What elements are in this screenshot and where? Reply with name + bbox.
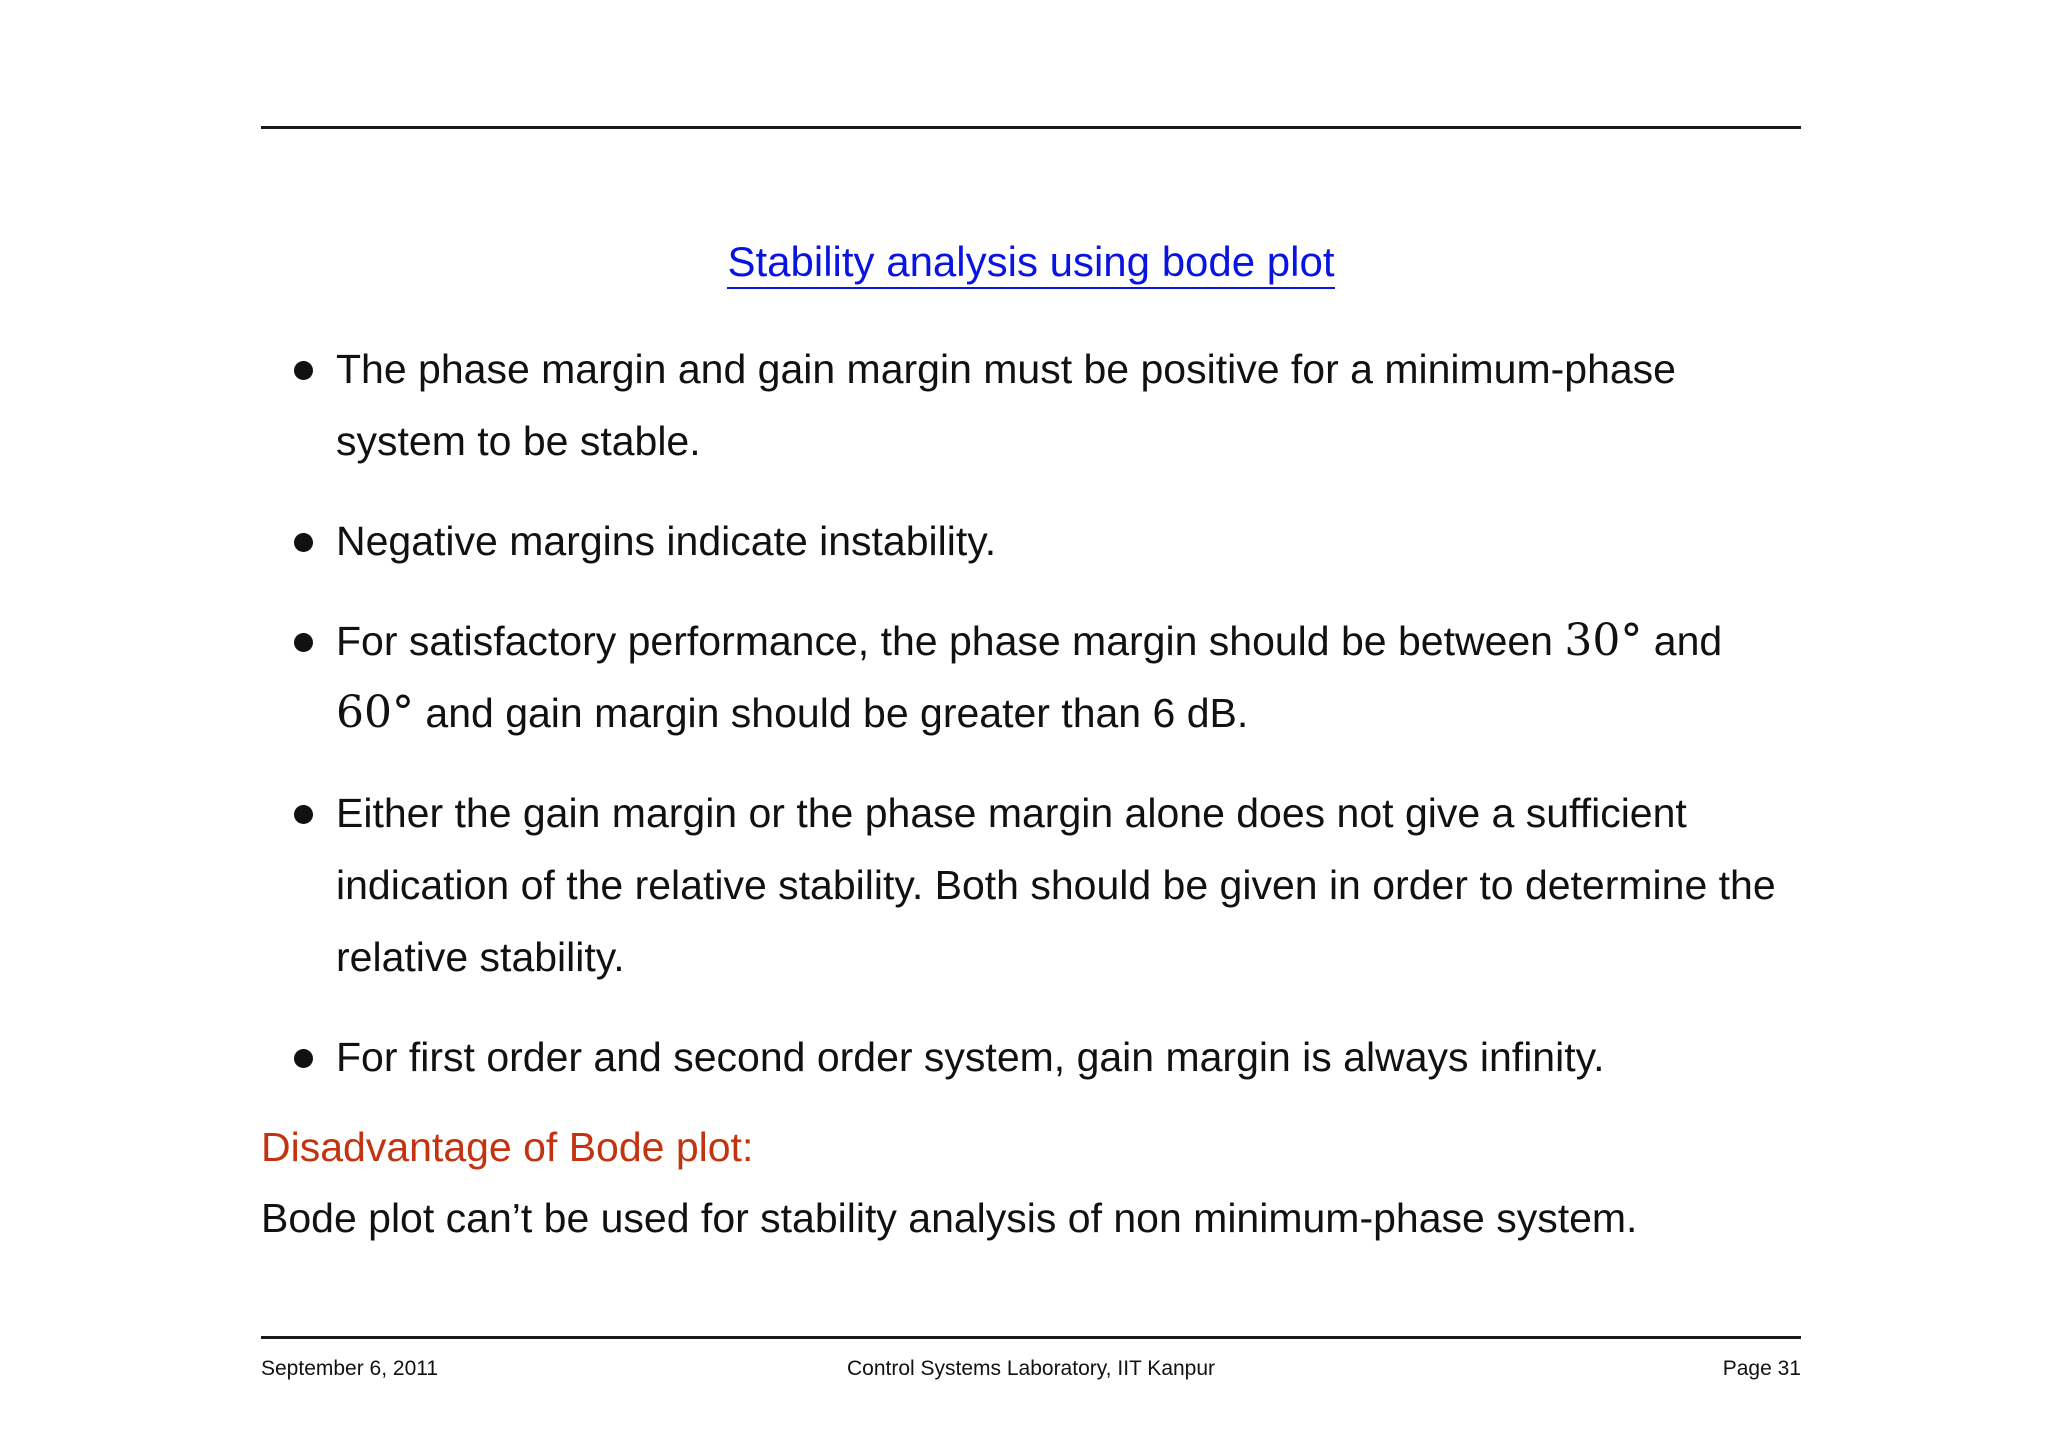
footer-institution: Control Systems Laboratory, IIT Kanpur bbox=[846, 1357, 1216, 1380]
bullet-list bbox=[288, 333, 1808, 1121]
bullet-dot-icon bbox=[294, 533, 313, 552]
bullet-dot-icon bbox=[294, 1049, 313, 1068]
bullet-item bbox=[288, 333, 1808, 477]
bullet-item bbox=[288, 605, 1808, 749]
bullet-text: indication of the relative stability. Both should be given in order to determine the bbox=[336, 862, 1776, 908]
slide-title bbox=[0, 236, 2048, 288]
bullet-text: and bbox=[1642, 618, 1723, 664]
bullet-text: Either the gain margin or the phase margin alone does not give a sufficient bbox=[336, 790, 1687, 836]
footer-rule bbox=[261, 1336, 1801, 1339]
bullet-item bbox=[288, 1021, 1808, 1093]
bullet-item bbox=[288, 777, 1808, 993]
header-rule bbox=[261, 126, 1801, 129]
slide-title-text: Stability analysis using bode plot bbox=[727, 238, 1334, 289]
bullet-text: Negative margins indicate instability. bbox=[336, 518, 997, 564]
bullet-text: and gain margin should be greater than 6 dB. bbox=[414, 690, 1249, 736]
footer-date: September 6, 2011 bbox=[261, 1357, 439, 1380]
footer-page-number: Page 31 bbox=[1722, 1357, 1801, 1380]
bullet-text: relative stability. bbox=[336, 934, 625, 980]
bullet-text: The phase margin and gain margin must be positive for a minimum-phase bbox=[336, 346, 1676, 392]
bullet-text: system to be stable. bbox=[336, 418, 701, 464]
disadvantage-text: Bode plot can’t be used for stability analysis of non minimum-phase system. bbox=[261, 1195, 1638, 1241]
bullet-dot-icon bbox=[294, 633, 313, 652]
bullet-item bbox=[288, 505, 1808, 577]
bullet-text: For first order and second order system, gain margin is always infinity. bbox=[336, 1034, 1605, 1080]
bullet-text: For satisfactory performance, the phase margin should be between bbox=[336, 618, 1565, 664]
bullet-dot-icon bbox=[294, 361, 313, 380]
math-expression: 60° bbox=[336, 687, 414, 738]
math-expression: 30° bbox=[1564, 615, 1643, 666]
bullet-dot-icon bbox=[294, 805, 313, 824]
disadvantage-heading: Disadvantage of Bode plot: bbox=[261, 1124, 754, 1170]
